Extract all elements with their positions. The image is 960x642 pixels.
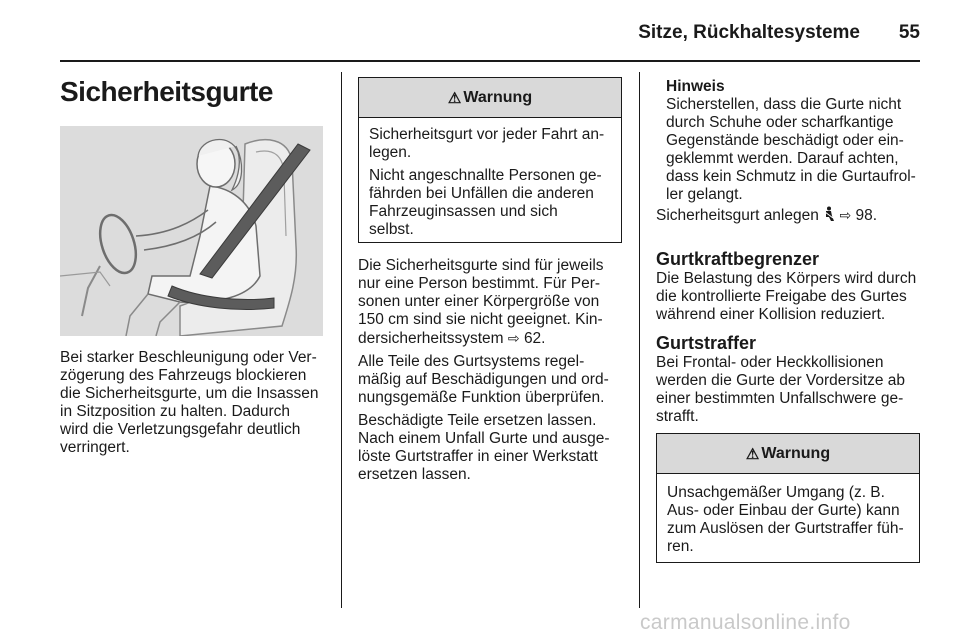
- text-line: Aus- oder Einbau der Gurte) kann: [667, 502, 900, 519]
- column2-text: [358, 257, 630, 484]
- warning-header: [657, 434, 919, 474]
- text-line: werden die Gurte der Vordersitze ab: [656, 372, 905, 389]
- text-line: Die Belastung des Körpers wird durch: [656, 270, 917, 287]
- text-line: fährden bei Unfällen die anderen: [369, 185, 594, 202]
- text-line: zögerung des Fahrzeugs blockieren: [60, 367, 307, 384]
- tensioner-section: [656, 332, 931, 426]
- hint-block: [666, 78, 926, 204]
- warning-body: [657, 474, 919, 564]
- limiter-heading: Gurtkraftbegrenzer: [656, 249, 820, 269]
- text-line: Die Sicherheitsgurte sind für jeweils: [358, 257, 604, 274]
- tensioner-heading: Gurtstraffer: [656, 333, 757, 353]
- text-line: dass kein Schmutz in die Gurtaufrol-: [666, 168, 916, 185]
- text-line: ersetzen lassen.: [358, 466, 471, 483]
- text-line: Sicherstellen, dass die Gurte nicht: [666, 96, 902, 113]
- text-line: Sicherheitsgurt vor jeder Fahrt an-: [369, 126, 605, 143]
- limiter-text: [656, 270, 931, 324]
- fasten-belt-line: [656, 206, 926, 225]
- section-title: Sicherheitsgurte: [60, 76, 273, 107]
- text-line: in Sitzposition zu halten. Dadurch: [60, 403, 291, 420]
- warning-title: Warnung: [463, 88, 533, 106]
- text-line: sonen unter einer Körpergröße von: [358, 293, 600, 310]
- text-line: ler gelangt.: [666, 186, 743, 203]
- text-line: [358, 329, 630, 348]
- page-reference-link[interactable]: 98.: [855, 207, 878, 224]
- text-line: legen.: [369, 144, 412, 161]
- text-line: löste Gurtstraffer in einer Werkstatt: [358, 448, 598, 465]
- running-header-title: Sitze, Rückhaltesysteme: [638, 22, 860, 43]
- header-rule: [60, 60, 920, 62]
- column-divider-1: [341, 72, 342, 608]
- text-line: durch Schuhe oder scharfkantige: [666, 114, 894, 131]
- text-line: die kontrollierte Freigabe des Gurtes: [656, 288, 907, 305]
- reference-arrow-icon: ⇨: [839, 207, 852, 223]
- page-reference-link[interactable]: 62.: [523, 330, 546, 347]
- text-line: ren.: [667, 538, 694, 555]
- text-line: Fahrzeuginsassen und sich: [369, 203, 558, 220]
- limiter-section: [656, 248, 931, 324]
- text-line: Bei starker Beschleunigung oder Ver-: [60, 349, 317, 366]
- text-line: die Sicherheitsgurte, um die Insassen: [60, 385, 319, 402]
- text-line: Nach einem Unfall Gurte und ausge-: [358, 430, 610, 447]
- reference-arrow-icon: ⇨: [507, 330, 520, 346]
- warning-body: [359, 118, 621, 247]
- text-line: selbst.: [369, 221, 414, 238]
- warning-box-2: [656, 433, 920, 563]
- watermark: carmanualsonline.info: [640, 611, 851, 634]
- warning-box-1: [358, 77, 622, 243]
- text-line: Gegenstände beschädigt oder ein-: [666, 132, 904, 149]
- text-line: verringert.: [60, 439, 130, 456]
- text-line: Bei Frontal- oder Heckkollisionen: [656, 354, 884, 371]
- text-line: nungsgemäße Funktion überprüfen.: [358, 389, 605, 406]
- text-line: während einer Kollision reduziert.: [656, 306, 886, 323]
- text-line: mäßig auf Beschädigungen und ord-: [358, 371, 609, 388]
- text-line: Sicherheitsgurt anlegen: [656, 207, 819, 224]
- column-divider-2: [639, 72, 640, 608]
- warning-header: [359, 78, 621, 118]
- seatbelt-drawing: [60, 126, 323, 336]
- intro-paragraph: [60, 349, 330, 457]
- seatbelt-illustration: [60, 126, 323, 336]
- text-line: 150 cm sind sie nicht geeignet. Kin-: [358, 311, 603, 328]
- text-line: Nicht angeschnallte Personen ge-: [369, 167, 602, 184]
- text-line: geklemmt werden. Darauf achten,: [666, 150, 899, 167]
- page-number: 55: [898, 22, 920, 43]
- warning-triangle-icon: ⚠: [447, 89, 462, 107]
- hint-title: Hinweis: [666, 78, 725, 95]
- warning-triangle-icon: ⚠: [745, 445, 760, 463]
- tensioner-text: [656, 354, 931, 426]
- text-line: Alle Teile des Gurtsystems regel-: [358, 353, 585, 370]
- text-line: nur eine Person bestimmt. Für Per-: [358, 275, 601, 292]
- text-line: Unsachgemäßer Umgang (z. B.: [667, 484, 885, 501]
- text-line: wird die Verletzungsgefahr deutlich: [60, 421, 301, 438]
- warning-title: Warnung: [761, 444, 831, 462]
- text-line: zum Auslösen der Gurtstraffer füh-: [667, 520, 904, 537]
- text-line: Beschädigte Teile ersetzen lassen.: [358, 412, 597, 429]
- text-line: einer bestimmten Unfallschwere ge-: [656, 390, 904, 407]
- text-line: dersicherheitssystem: [358, 330, 504, 347]
- text-line: strafft.: [656, 408, 699, 425]
- seat-belt-icon: [823, 206, 835, 222]
